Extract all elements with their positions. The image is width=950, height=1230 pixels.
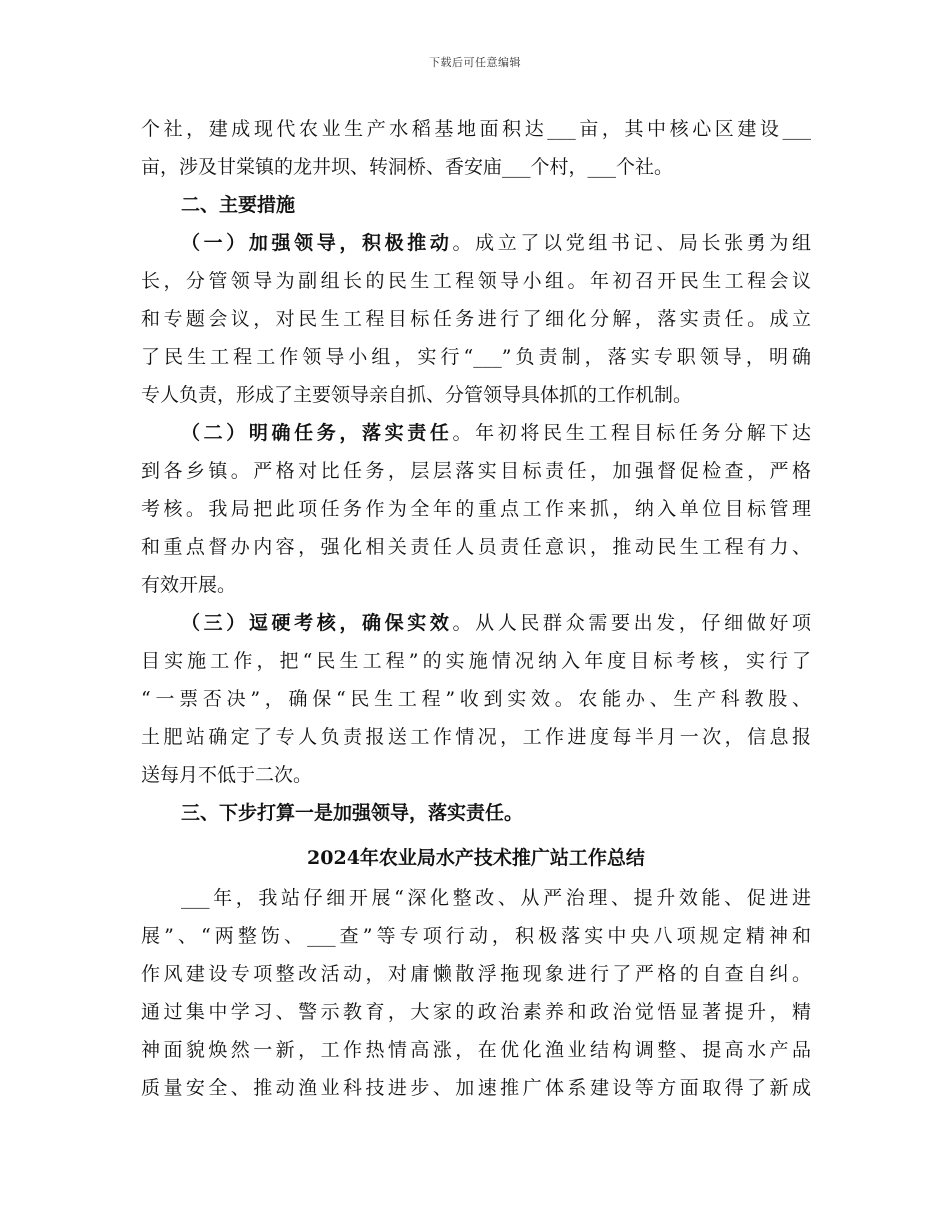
section-heading: 三、下步打算一是加强领导，落实责任。: [181, 802, 524, 824]
paragraph-line: ___年，我站仔细开展“深化整改、从严治理、提升效能、促进进: [181, 887, 811, 909]
paragraph-line: 考核。我局把此项任务作为全年的重点工作来抓，纳入单位目标管理: [141, 498, 811, 520]
paragraph-line: 作风建设专项整改活动，对庸懒散浮拖现象进行了严格的自查自纠。: [141, 963, 811, 985]
paragraph-line: 神面貌焕然一新，工作热情高涨，在优化渔业结构调整、提高水产品: [141, 1039, 811, 1061]
paragraph-line: 到各乡镇。严格对比任务，层层落实目标责任，加强督促检查，严格: [141, 460, 811, 482]
paragraph-line: “一票否决”，确保“民生工程”收到实效。农能办、生产科教股、: [141, 688, 811, 710]
subsection-heading: （三）逗硬考核，确保实效: [181, 612, 453, 634]
paragraph-line: [141, 224, 811, 262]
paragraph-line: 通过集中学习、警示教育，大家的政治素养和政治觉悟显著提升，精: [141, 1001, 811, 1023]
paragraph-text: 。年初将民生工程目标任务分解下达: [452, 422, 811, 444]
section-heading: 二、主要措施: [181, 194, 296, 216]
paragraph-line: 和重点督办内容，强化相关责任人员责任意识，推动民生工程有力、: [141, 536, 811, 558]
paragraph-line: 质量安全、推动渔业科技进步、加速推广体系建设等方面取得了新成: [141, 1077, 811, 1099]
paragraph-text: 。成立了以党组书记、局长张勇为组: [452, 232, 811, 254]
paragraph-line: 个社，建成现代农业生产水稻基地面积达___亩，其中核心区建设___: [141, 118, 811, 140]
paragraph-line: 长，分管领导为副组长的民生工程领导小组。年初召开民生工程会议: [141, 270, 811, 292]
document-body: [141, 110, 811, 1107]
paragraph-line: 有效开展。: [141, 574, 237, 596]
page-header: 下载后可任意编辑: [429, 56, 521, 69]
document-title: 2024年农业局水产技术推广站工作总结: [307, 847, 645, 869]
paragraph-line: 和专题会议，对民生工程目标任务进行了细化分解，落实责任。成立: [141, 308, 811, 330]
paragraph-line: 了民生工程工作领导小组，实行“___”负责制，落实专职领导，明确: [141, 346, 811, 368]
paragraph-line: 专人负责，形成了主要领导亲自抓、分管领导具体抓的工作机制。: [141, 384, 693, 406]
paragraph-line: [141, 604, 811, 642]
paragraph-line: 亩，涉及甘棠镇的龙井坝、转洞桥、香安庙___个村，___个社。: [141, 156, 674, 178]
paragraph-text: 。从人民群众需要出发，仔细做好项: [452, 612, 811, 634]
subsection-heading: （一）加强领导，积极推动: [181, 232, 453, 254]
paragraph-line: 送每月不低于二次。: [141, 764, 313, 786]
paragraph-line: 目实施工作，把“民生工程”的实施情况纳入年度目标考核，实行了: [141, 650, 811, 672]
paragraph-line: 土肥站确定了专人负责报送工作情况，工作进度每半月一次，信息报: [141, 726, 811, 748]
subsection-heading: （二）明确任务，落实责任: [181, 422, 453, 444]
paragraph-line: [141, 414, 811, 452]
paragraph-line: 展”、“两整饬、___查”等专项行动，积极落实中央八项规定精神和: [141, 925, 811, 947]
